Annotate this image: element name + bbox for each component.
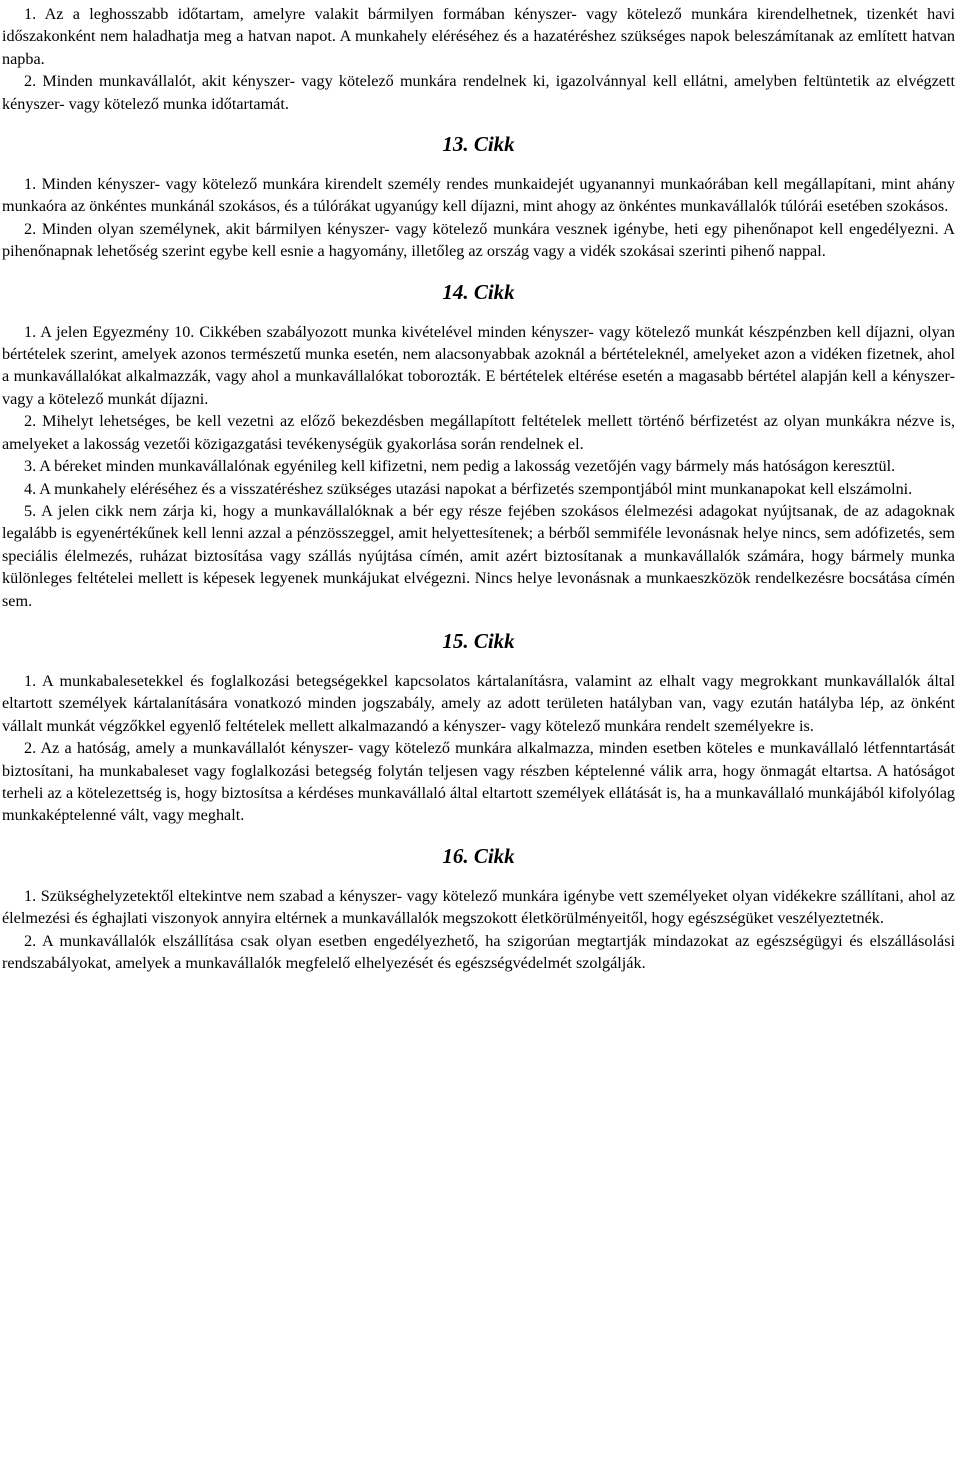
article-heading: 14. Cikk (442, 279, 515, 304)
paragraph: 2. Mihelyt lehetséges, be kell vezetni az előző bekezdésben megállapított feltételek mellett történő bérfizetést az olyan munkákra nézve is, amelyeket a lakosság vezetői közigazgatási tevékenységük gyakorlása során rendelnek el. (2, 412, 955, 453)
article-heading: 15. Cikk (442, 628, 515, 653)
article-14 (2, 278, 955, 612)
paragraph: 1. A jelen Egyezmény 10. Cikkében szabályozott munka kivételével minden kényszer- vagy kötelező munkát készpénzben kell díjazni, olyan bértételek szerint, amelyek azonos természetű munka esetén, nem alacsonyabbak azoknál a bértételeknél, amelyeket azon a vidéken fizetnek, ahol a munkavállalókat alkalmazzák, vagy ahol a munkavállalókat toborozták. E bértételek eltérése esetén a magasabb bértétel alapján kell a kényszer- vagy a kötelező munkát díjazni. (2, 322, 955, 408)
paragraph: 5. A jelen cikk nem zárja ki, hogy a munkavállalóknak a bér egy része fejében szokásos élelmezési adagokat nyújtsanak, de az adagoknak legalább is egyenértékűnek kell lenni azzal a pénzösszeggel, amit helyettesítenek; a bérből semmiféle levonásnak helye nincs, sem adófizetés, sem speciális élelmezés, ruházat biztosítása vagy szállás nyújtása címén, amit azért biztosítanak a munkavállalók számára, hogy bármely munka különleges feltételei mellett is képesek legyenek munkájukat elvégezni. Nincs helye levonásnak a munkaeszközök rendelkezésre bocsátása címén sem. (2, 501, 955, 610)
article-13 (2, 130, 955, 263)
article-heading: 16. Cikk (442, 843, 515, 868)
paragraph: 3. A béreket minden munkavállalónak egyénileg kell kifizetni, nem pedig a lakosság vezetőjén vagy bármely más hatóságon keresztül. (24, 457, 896, 476)
paragraph: 1. Szükséghelyzetektől eltekintve nem szabad a kényszer- vagy kötelező munkára igénybe vett személyeket olyan vidékekre szállítani, ahol az élelmezési és éghajlati viszonyok annyira eltérnek a munkavállalók megszokott életkörülményeitől, hogy egészségüket veszélyeztetnék. (2, 886, 955, 928)
paragraph: 2. Minden munkavállalót, akit kényszer- vagy kötelező munkára rendelnek ki, igazolvánnyal kell ellátni, amelyben feltüntetik az elvégzett kényszer- vagy kötelező munka időtartamát. (2, 72, 955, 113)
article-16 (2, 842, 955, 975)
article-heading: 13. Cikk (442, 132, 515, 157)
paragraph: 2. A munkavállalók elszállítása csak olyan esetben engedélyezhető, ha szigorúan megtartják mindazokat az egészségügyi és elszállásolási rendszabályokat, amelyek a munkavállalók megfelelő elhelyezését és egészségvédelmét szolgálják. (2, 931, 955, 972)
paragraph: 1. Minden kényszer- vagy kötelező munkára kirendelt személy rendes munkaidejét ugyanannyi munkaórában kell megállapítani, mint ahány munkaóra az önkéntes munkánál szokásos, és a túlórákat ugyanúgy kell díjazni, mint ahogy az önkéntes munkavállalók túlórái esetében szokásos. (2, 175, 955, 216)
paragraph: 1. Az a leghosszabb időtartam, amelyre valakit bármilyen formában kényszer- vagy kötelező munkára kirendelhetnek, tizenkét havi időszakonként nem haladhatja meg a hatvan napot. A munkahely eléréséhez és a hazatéréshez szükséges napok beleszámítanak az említett hatvan napba. (2, 5, 955, 68)
paragraph: 1. A munkabalesetekkel és foglalkozási betegségekkel kapcsolatos kártalanításra, valamint az elhalt vagy megrokkant munkavállalók által eltartott személyek kártalanítására vonatkozó minden jogszabály, amely az adott területen hatályban van, vagy ezután hatályba lép, az önként vállalt munkát végzőkkel egyenlő feltételek mellett alkalmazandó a kényszer- vagy kötelező munkára rendelt személyekre is. (2, 671, 955, 735)
paragraph: 2. Minden olyan személynek, akit bármilyen kényszer- vagy kötelező munkára vesznek igénybe, heti egy pihenőnapot kell engedélyezni. A pihenőnapnak lehetőség szerint egybe kell esnie a hagyomány, illetőleg az ország vagy a vidék szokásai szerinti pihenő nappal. (2, 219, 955, 261)
document-page (2, 3, 955, 974)
paragraph: 2. Az a hatóság, amely a munkavállalót kényszer- vagy kötelező munkára alkalmazza, minden esetben köteles e munkavállaló létfenntartását biztosítani, ha munkabaleset vagy foglalkozási betegség folytán teljesen vagy részben képtelenné válik arra, hogy önmagát eltartsa. A hatóságot terheli az a kötelezettség is, hogy biztosítsa a kérdéses munkavállaló által eltartott személyek ellátását is, ha a munkavállaló munkájából kifolyólag munkaképtelenné vált, vagy meghalt. (2, 739, 955, 825)
paragraph: 4. A munkahely eléréséhez és a visszatéréshez szükséges utazási napokat a bérfizetés szempontjából mint munkanapokat kell elszámolni. (24, 479, 913, 498)
intro-section (2, 3, 955, 115)
article-15 (2, 627, 955, 827)
